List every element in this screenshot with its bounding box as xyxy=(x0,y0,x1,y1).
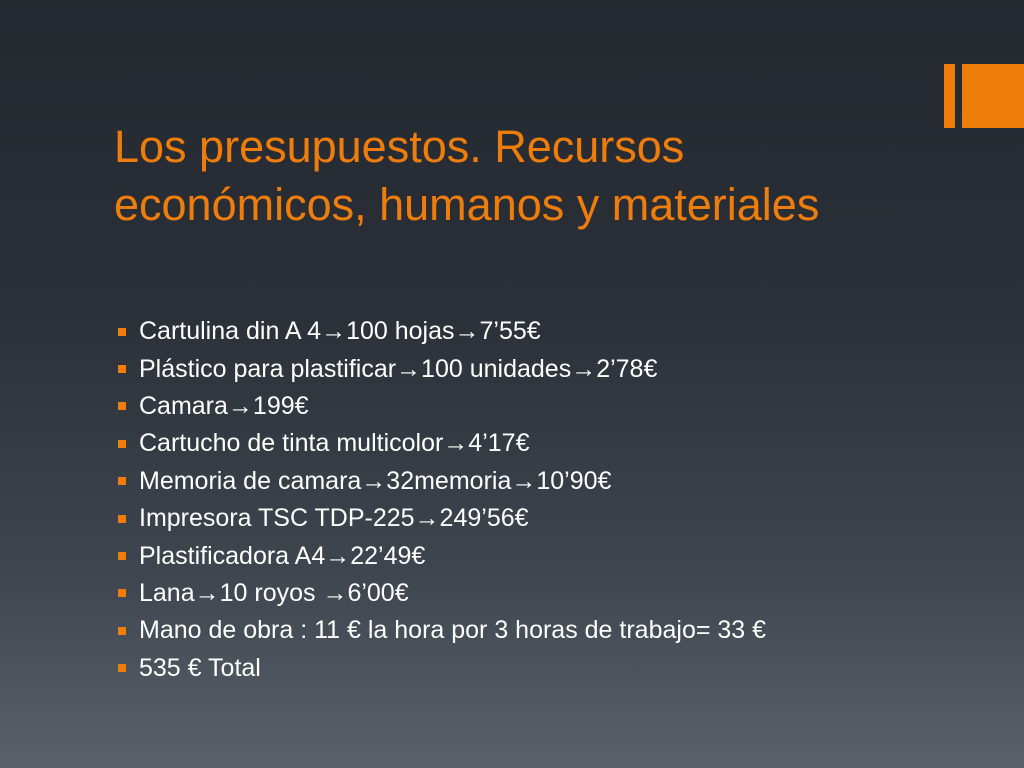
square-bullet-icon xyxy=(118,589,126,597)
square-bullet-icon xyxy=(118,477,126,485)
square-bullet-icon xyxy=(118,365,126,373)
slide-title: Los presupuestos. Recursos económicos, humanos y materiales xyxy=(114,121,820,230)
bullet-item xyxy=(118,650,978,687)
square-bullet-icon xyxy=(118,552,126,560)
bullet-text: Cartulina din A 4→100 hojas→7’55€ xyxy=(139,317,541,346)
square-bullet-icon xyxy=(118,627,126,635)
bullet-item xyxy=(118,500,978,537)
square-bullet-icon xyxy=(118,440,126,448)
bullet-text: Mano de obra : 11 € la hora por 3 horas de trabajo= 33 € xyxy=(139,616,767,645)
bullet-item xyxy=(118,313,978,350)
square-bullet-icon xyxy=(118,402,126,410)
bullet-item xyxy=(118,612,978,649)
square-bullet-icon xyxy=(118,664,126,672)
bullet-list xyxy=(118,313,978,687)
bullet-text: Plastificadora A4→22’49€ xyxy=(139,541,426,570)
bullet-item xyxy=(118,350,978,387)
bullet-text: Memoria de camara→32memoria→10’90€ xyxy=(139,466,612,495)
bullet-text: Plástico para plastificar→100 unidades→2’78€ xyxy=(139,354,658,383)
bullet-item xyxy=(118,388,978,425)
bullet-text: Impresora TSC TDP-225→249’56€ xyxy=(139,504,529,533)
bullet-item xyxy=(118,425,978,462)
bullet-text: 535 € Total xyxy=(139,653,261,682)
bullet-text: Camara→199€ xyxy=(139,391,309,420)
bullet-text: Lana→10 royos →6’00€ xyxy=(139,578,409,607)
square-bullet-icon xyxy=(118,328,126,336)
accent-bar-thick xyxy=(962,64,1024,128)
bullet-text: Cartucho de tinta multicolor→4’17€ xyxy=(139,429,530,458)
square-bullet-icon xyxy=(118,515,126,523)
accent-bar-thin xyxy=(944,64,955,128)
bullet-item xyxy=(118,537,978,574)
bullet-item xyxy=(118,575,978,612)
bullet-item xyxy=(118,463,978,500)
